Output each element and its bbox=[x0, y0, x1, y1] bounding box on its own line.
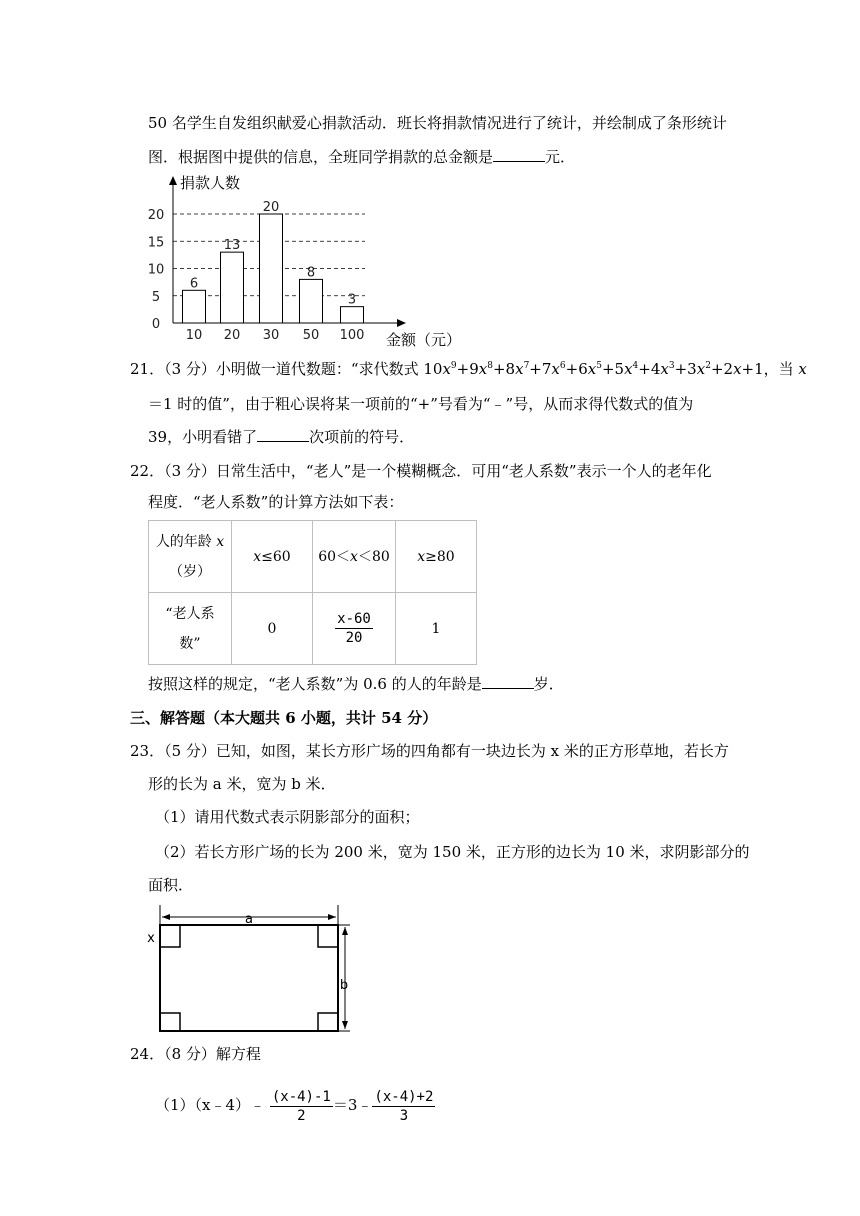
bar bbox=[260, 214, 283, 323]
x-tick-label: 20 bbox=[223, 328, 241, 343]
fraction-1: $\frac{(x-4)-1}{2}$ bbox=[271, 1088, 331, 1124]
q24-title: 24．（8 分）解方程 bbox=[130, 1045, 261, 1063]
x-tick-label: 100 bbox=[339, 328, 365, 343]
q21-line2: ＝1 时的值”，由于粗心误将某一项前的“+”号看为“﹣”号，从而求得代数式的值为 bbox=[148, 395, 694, 413]
q24-eq-pre: （1）（x﹣4）﹣ bbox=[155, 1096, 266, 1114]
y-tick-label: 15 bbox=[147, 235, 165, 251]
data-label: 8 bbox=[306, 265, 316, 281]
q20-line2 bbox=[148, 145, 575, 168]
q23-line1: 23．（5 分）已知，如图，某长方形广场的四角都有一块边长为 x 米的正方形草地，若长方 bbox=[130, 742, 729, 760]
y-tick-label: 10 bbox=[147, 262, 165, 278]
q24-equation bbox=[155, 1080, 435, 1130]
x-axis-arrow bbox=[397, 319, 406, 327]
bar bbox=[300, 279, 323, 323]
y-axis-label: 捐款人数 bbox=[180, 174, 241, 192]
q22-after-pre: 按照这样的规定，“老人系数”为 0.6 的人的年龄是 bbox=[148, 675, 482, 693]
answer-blank bbox=[482, 672, 534, 689]
table-cell-range3: x≥80 bbox=[396, 521, 477, 593]
y-axis-arrow bbox=[169, 176, 177, 185]
q21-line3-post: 次项前的符号． bbox=[309, 428, 415, 446]
q24-eq-mid: ＝3﹣ bbox=[332, 1096, 373, 1114]
q21-line3 bbox=[148, 425, 414, 448]
q22-intro-2: 程度．“老人系数”的计算方法如下表： bbox=[148, 493, 404, 511]
table-head-coef: “老人系 数” bbox=[149, 593, 232, 665]
q22-line1: 22．（3 分）日常生活中，“老人”是一个模糊概念．可用“老人系数”表示一个人的老年化 bbox=[130, 462, 712, 480]
q22-after bbox=[148, 672, 564, 695]
q23-line5: 面积． bbox=[148, 876, 194, 894]
q21-prefix: 21．（3 分）小明做一道代数题：“求代数式 10 bbox=[130, 360, 443, 378]
x-tick-label: 50 bbox=[302, 328, 320, 343]
elder-coefficient-table bbox=[148, 520, 477, 665]
q23-line3: （1）请用代数式表示阴影部分的面积； bbox=[155, 808, 420, 826]
q22-after-post: 岁． bbox=[533, 675, 564, 693]
q20-line1: 50 名学生自发组织献爱心捐款活动．班长将捐款情况进行了统计，并绘制成了条形统计 bbox=[148, 114, 727, 132]
data-label: 20 bbox=[262, 200, 280, 215]
donation-bar-chart bbox=[140, 172, 462, 350]
y-tick-label: 20 bbox=[147, 208, 165, 223]
data-label: 13 bbox=[223, 238, 241, 254]
bar bbox=[221, 252, 244, 323]
answer-blank bbox=[493, 145, 545, 162]
q21-line3-pre: 39，小明看错了 bbox=[148, 428, 258, 446]
bar bbox=[341, 307, 364, 323]
table-value-2: $\frac{x-60}{20}$ bbox=[313, 593, 396, 665]
q23-line4: （2）若长方形广场的长为 200 米，宽为 150 米，正方形的边长为 10 米，求阴影部分的 bbox=[155, 843, 750, 861]
section-title: 三、解答题（本大题共 6 小题，共计 54 分） bbox=[130, 709, 438, 727]
square-plaza-figure bbox=[145, 905, 355, 1035]
data-label: 3 bbox=[347, 292, 357, 308]
fraction-2: $\frac{(x-4)+2}{3}$ bbox=[374, 1088, 434, 1124]
x-axis-label: 金额（元） bbox=[386, 331, 462, 349]
q23-line2: 形的长为 a 米，宽为 b 米． bbox=[148, 775, 336, 793]
y-tick-label: 5 bbox=[151, 289, 161, 305]
label-a: a bbox=[245, 912, 253, 927]
x-tick-label: 10 bbox=[185, 328, 203, 343]
y-tick-label: 0 bbox=[151, 317, 161, 332]
table-value-3: 1 bbox=[396, 593, 477, 665]
x-tick-label: 30 bbox=[262, 328, 280, 343]
bar bbox=[183, 290, 206, 323]
table-cell-range1: x≤60 bbox=[232, 521, 313, 593]
table-value-1: 0 bbox=[232, 593, 313, 665]
label-b: b bbox=[339, 978, 349, 993]
q20-line2-pre: 图．根据图中提供的信息，全班同学捐款的总金额是 bbox=[148, 148, 494, 166]
q20-line2-post: 元． bbox=[545, 148, 576, 166]
q21-line1: 21．（3 分）小明做一道代数题：“求代数式 $10x^9+9x^8+8x^7+7x^6+6x^5+5x^4+4x^3+3x^2+2x+1$，当 x bbox=[130, 360, 807, 378]
answer-blank bbox=[257, 425, 309, 442]
label-x: x bbox=[147, 931, 155, 946]
data-label: 6 bbox=[189, 276, 199, 292]
table-head-age: 人的年龄 x （岁） bbox=[149, 521, 232, 593]
table-cell-range2: 60＜x＜80 bbox=[313, 521, 396, 593]
